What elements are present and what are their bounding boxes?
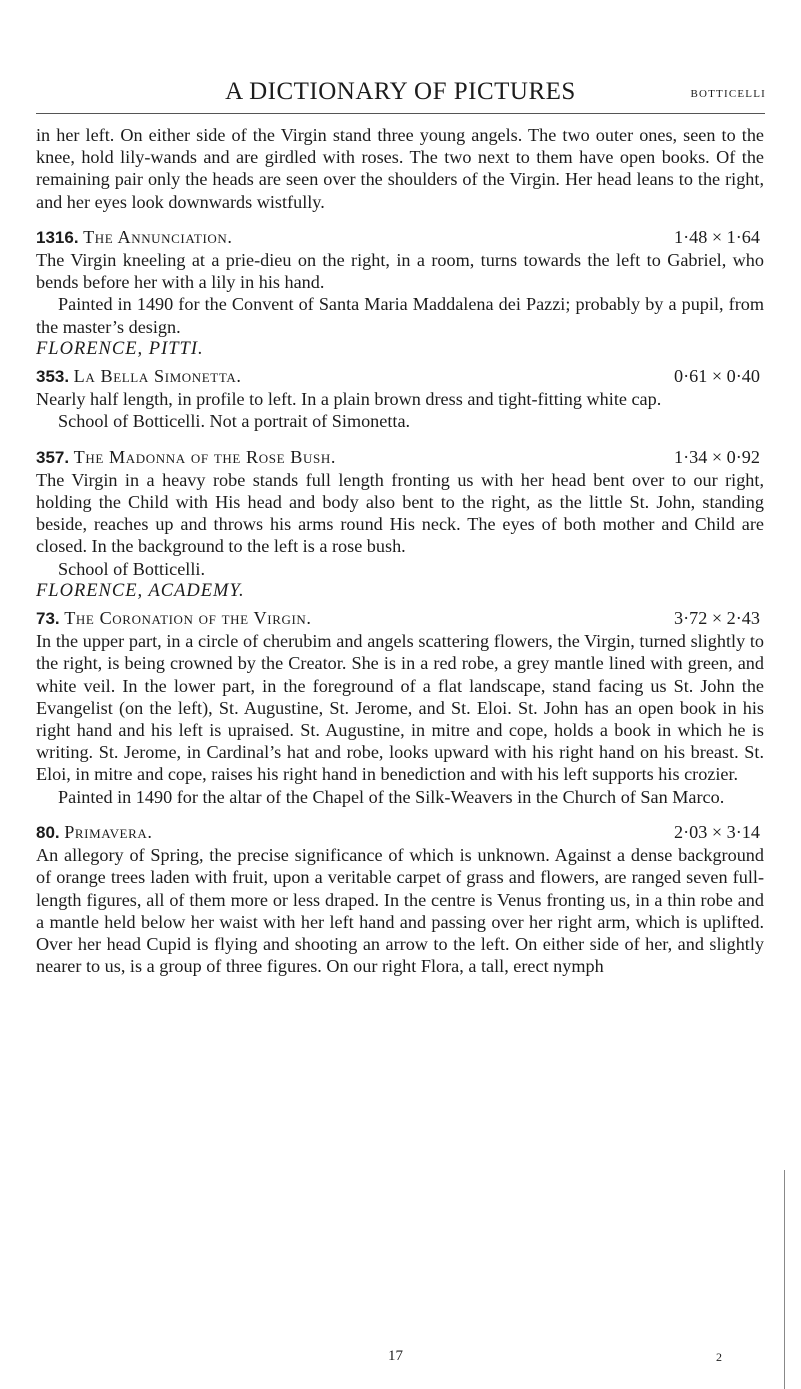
location-heading: FLORENCE, ACADEMY.: [36, 580, 245, 601]
entry-number: 73.: [36, 609, 60, 629]
book-title: A DICTIONARY OF PICTURES: [225, 78, 576, 105]
entry-number: 357.: [36, 447, 70, 467]
entry-title: The Madonna of the Rose Bush.: [73, 446, 336, 467]
entry-dimensions: 2·03 × 3·14: [673, 821, 760, 842]
entry-heading-357: [36, 446, 764, 469]
header-rule: [36, 113, 765, 114]
entry-number: 80.: [36, 822, 60, 842]
page-number: 17: [388, 1348, 403, 1364]
entry-title: La Bella Simonetta.: [73, 366, 242, 387]
entry-heading-1316: [36, 226, 764, 249]
entry-title: The Coronation of the Virgin.: [64, 608, 312, 629]
entry-dimensions: 3·72 × 2·43: [673, 608, 760, 629]
artist-heading: BOTTICELLI: [690, 88, 766, 100]
location-heading: FLORENCE, PITTI.: [36, 338, 204, 359]
entry-note: Painted in 1490 for the altar of the Chapel of the Silk-Weavers in the Church of San Marco.: [58, 786, 725, 807]
page-edge-line: [784, 1170, 785, 1389]
entry-dimensions: 1·34 × 0·92: [673, 446, 760, 467]
entry-description: The Virgin kneeling at a prie-dieu on the right, in a room, turns towards the left to Gabriel, who bends before her with a lily in his hand.: [36, 250, 764, 293]
entry-dimensions: 1·48 × 1·64: [673, 226, 760, 247]
entry-description: The Virgin in a heavy robe stands full length fronting us with her head bent over to our right, holding the Child with His head and body also bent to the right, as the little St. John, standing beside, reaches up and throws his arms round His neck. The eyes of both mother and Child are closed. In the background to the left is a rose bush.: [36, 469, 764, 557]
entry-heading-80: [36, 821, 764, 844]
entry-note: School of Botticelli. Not a portrait of Simonetta.: [58, 411, 411, 432]
paragraph-continuation: in her left. On either side of the Virgin stand three young angels. The two outer ones, seen to the knee, hold lily-wands and are girdled with roses. The two next to them have open books. Of the remaining pair only the heads are seen over the shoulders of the Virgin. Her head leans to the right, and her eyes look downwards wistfully.: [36, 125, 764, 212]
entry-number: 353.: [36, 367, 70, 387]
entry-heading-353: [36, 365, 764, 388]
entry-title: The Annunciation.: [83, 226, 233, 247]
entry-description: An allegory of Spring, the precise significance of which is unknown. Against a dense background of orange trees laden with fruit, upon a veritable carpet of grass and flowers, are ranged seven full-length figures, all of them more or less draped. In the centre is Venus fronting us, in a thin robe and a mantle held below her waist with her left hand and passing over her right arm, which is uplifted. Over her head Cupid is flying and shooting an arrow to the left. On either side of her, and slightly nearer to us, is a group of three figures. On our right Flora, a tall, erect nymph: [36, 845, 764, 977]
entry-title: Primavera.: [64, 821, 153, 842]
entry-note: School of Botticelli.: [58, 558, 206, 579]
entry-heading-73: [36, 607, 764, 630]
entry-description: In the upper part, in a circle of cherubim and angels scattering flowers, the Virgin, turned slightly to the right, is being crowned by the Creator. She is in a red robe, a grey mantle lined with green, and white veil. In the lower part, in the foreground of a flat landscape, stand facing us St. John the Evangelist (on the left), St. Augustine, St. Jerome, and St. Eloi. St. John has an open book in his right hand and his left is upraised. St. Augustine, in mitre and cope, holds a book in which he is writing. St. Jerome, in Cardinal’s hat and robe, looks upward with his right hand on his breast. St. Eloi, in mitre and cope, raises his right hand in benediction and with his left supports his crozier.: [36, 631, 764, 785]
entry-description: Nearly half length, in profile to left. In a plain brown dress and tight-fitting white cap.: [36, 389, 662, 410]
entry-number: 1316.: [36, 227, 79, 247]
entry-note: Painted in 1490 for the Convent of Santa Maria Maddalena dei Pazzi; probably by a pupil, from the master’s design.: [36, 294, 764, 337]
running-head: [35, 78, 766, 118]
body-text: [36, 124, 764, 977]
signature-mark: 2: [716, 1350, 722, 1364]
entry-dimensions: 0·61 × 0·40: [673, 366, 760, 387]
